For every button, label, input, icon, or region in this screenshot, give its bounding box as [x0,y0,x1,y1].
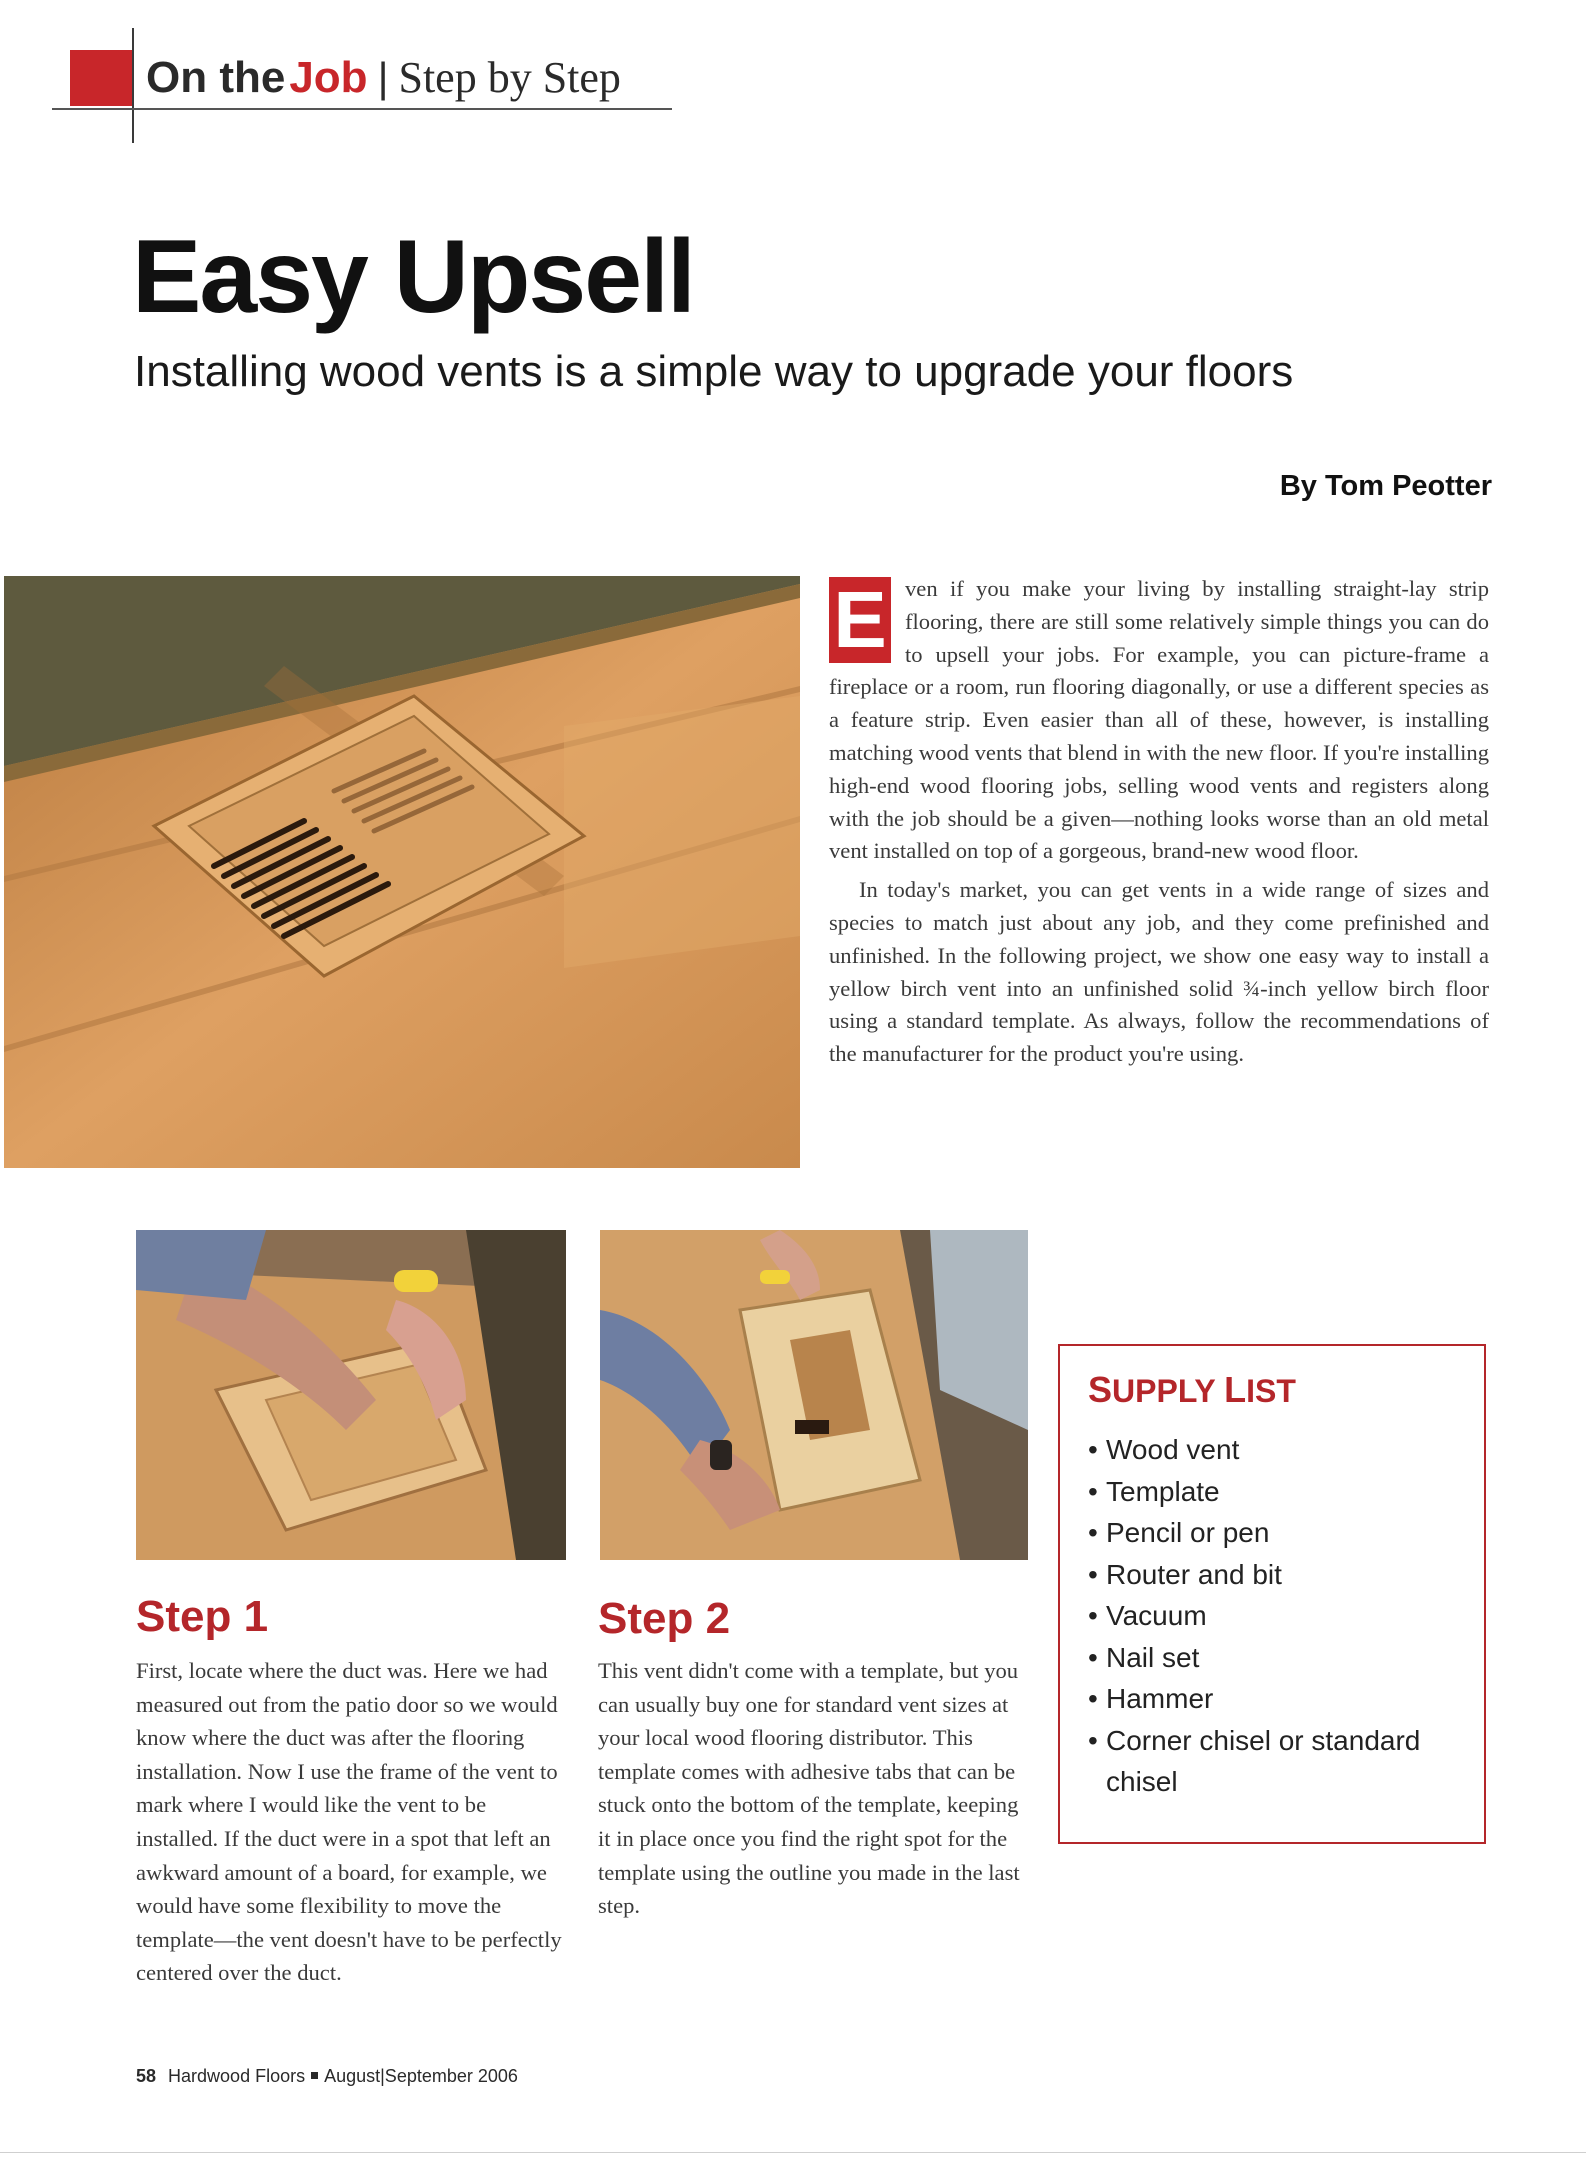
publication-name: Hardwood Floors [168,2066,306,2086]
section-label-job: Job [289,53,368,102]
hero-photo-wood-vent [4,576,800,1168]
supply-list-box [1058,1344,1486,1844]
article-subtitle: Installing wood vents is a simple way to upgrade your floors [134,347,1294,396]
issue-date: August|September 2006 [324,2066,518,2086]
intro-paragraph-1-text: ven if you make your living by installing straight-lay strip flooring, there are still some relatively simple things you can do to upsell your jobs. For example, you can picture-frame a fireplace or a room, run flooring diagonally, or use a different species as a feature strip. Even easier than all of these, however, is installing matching wood vents that blend in with the new floor. If you're installing high-end wood flooring jobs, selling wood vents and registers along with the job should be a given—nothing looks worse than an old metal vent installed on top of a gorgeous, brand-new wood floor. [829,576,1489,864]
supply-title-upply: UPPLY [1112,1373,1225,1409]
supply-item: • Wood vent [1088,1429,1456,1471]
intro-paragraph-2: In today's market, you can get vents in a wide range of sizes and species to match just about any job, and they come prefinished and unfinished. In the following project, we show one easy way to install a yellow birch vent into an unfinished solid ¾-inch yellow birch floor using a standard template. As always, follow the recommendations of the manufacturer for the product you're using. [829,877,1489,1067]
bottom-rule [0,2152,1586,2153]
supply-item: • Corner chisel or standard chisel [1088,1720,1456,1803]
step1-heading: Step 1 [136,1592,269,1641]
section-color-block [70,50,132,106]
supply-title-l: L [1224,1369,1247,1410]
supply-item: • Nail set [1088,1637,1456,1679]
step1-photo [136,1230,566,1560]
section-header [146,50,621,106]
intro-paragraph-1 [829,573,1489,868]
footer-square-icon [311,2072,318,2079]
supply-item: • Template [1088,1471,1456,1513]
step2-text: This vent didn't come with a template, but you can usually buy one for standard vent sizes at your local wood flooring distributor. This template comes with adhesive tabs that can be stuck onto the bottom of the template, keeping it in place once you find the right spot for the template using the outline you made in the last step. [598,1658,1020,1919]
step2-photo [600,1230,1028,1560]
supply-title-ist: IST [1246,1373,1296,1409]
article-title: Easy Upsell [132,219,694,335]
supply-item: • Pencil or pen [1088,1512,1456,1554]
article-byline: By Tom Peotter [1279,470,1492,502]
drop-cap: E [829,577,891,663]
supply-item: • Vacuum [1088,1595,1456,1637]
supply-list-title [1088,1368,1456,1413]
section-separator: | [377,54,389,101]
supply-title-s: S [1088,1369,1113,1410]
section-vertical-rule [132,28,134,143]
supply-items [1088,1429,1456,1803]
supply-item: • Hammer [1088,1678,1456,1720]
step2-heading: Step 2 [598,1594,731,1643]
supply-item: • Router and bit [1088,1554,1456,1596]
section-subtitle: Step by Step [398,53,621,102]
section-label-on: On the [146,53,286,102]
section-underline [52,108,672,110]
page-footer [136,2066,518,2087]
page-number: 58 [136,2066,157,2086]
step1-text: First, locate where the duct was. Here we had measured out from the patio door so we would know where the duct was after the flooring installation. Now I use the frame of the vent to mark where I would like the vent to be installed. If the duct were in a spot that left an awkward amount of a board, for example, we would have some flexibility to move the template—the vent doesn't have to be perfectly centered over the duct. [136,1658,562,1986]
intro-text [829,573,1489,1071]
